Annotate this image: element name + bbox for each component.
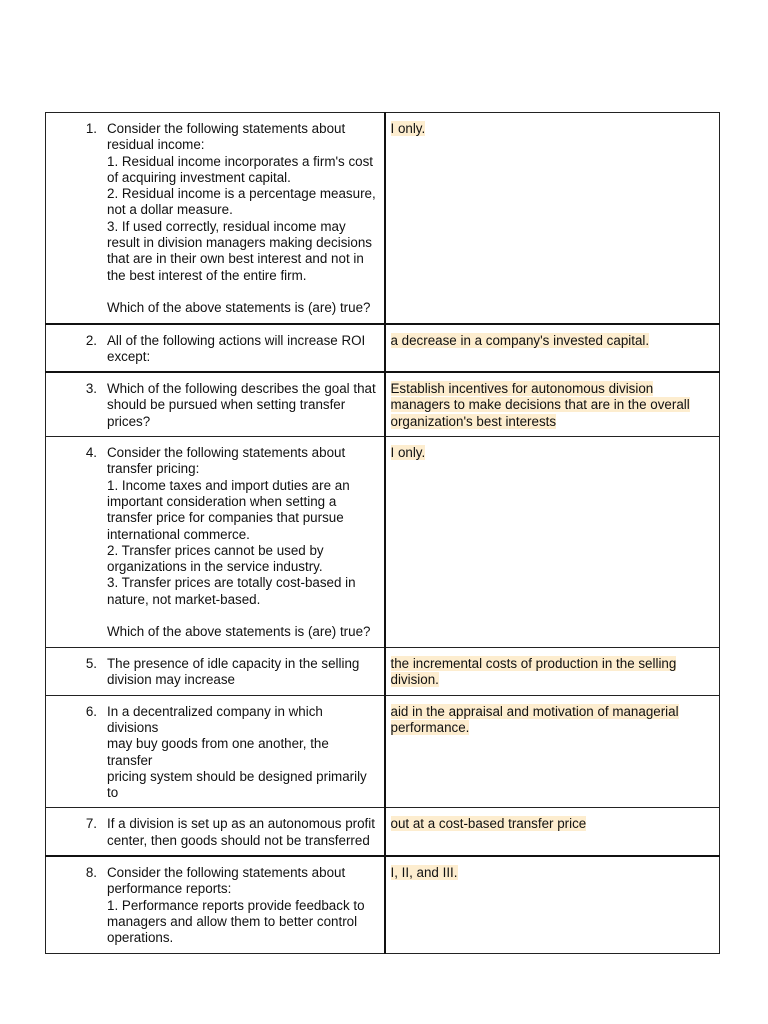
answer-cell <box>385 648 720 696</box>
highlighted-answer: out at a cost-based transfer price <box>390 816 587 832</box>
highlighted-answer: the incremental costs of production in the selling division. <box>390 656 677 688</box>
highlighted-answer: I only. <box>390 445 426 461</box>
question-cell <box>46 808 385 856</box>
question-text: All of the following actions will increase ROI except: <box>107 332 366 364</box>
question-text: Consider the following statements about transfer pricing: 1. Income taxes and import duties are an important consideration when setting a transfer price for companies that pursue international commerce. 2. Transfer prices cannot be used by organizations in the service industry. 3. Transfer prices are totally cost-based in nature, not market-based. Which of the above statements is (are) true? <box>107 445 371 640</box>
question-cell <box>46 324 385 373</box>
question-number: 3. <box>85 381 97 397</box>
question-text: If a division is set up as an autonomous profit center, then goods should not be transferred <box>107 816 375 848</box>
answer-cell <box>385 437 720 648</box>
question-number: 2. <box>85 332 97 348</box>
question-number: 6. <box>85 703 97 719</box>
answer-cell <box>385 695 720 808</box>
question-cell <box>46 856 385 953</box>
highlighted-answer: I only. <box>390 121 426 136</box>
question-number: 7. <box>85 816 97 832</box>
question-number: 1. <box>85 121 97 136</box>
question-text: The presence of idle capacity in the selling division may increase <box>107 656 360 688</box>
question-number: 8. <box>85 865 97 881</box>
answer-cell <box>385 324 720 373</box>
question-cell <box>46 113 385 324</box>
answer-cell <box>385 808 720 856</box>
table-row <box>46 648 720 696</box>
question-number: 4. <box>85 445 97 461</box>
question-cell <box>46 372 385 436</box>
question-cell <box>46 437 385 648</box>
answer-cell <box>385 113 720 324</box>
question-cell <box>46 695 385 808</box>
question-text: In a decentralized company in which divisions may buy goods from one another, the transfer pricing system should be designed primarily to <box>107 703 367 801</box>
table-row <box>46 856 720 953</box>
table-row <box>46 808 720 856</box>
question-number: 5. <box>85 656 97 672</box>
question-text: Which of the following describes the goal that should be pursued when setting transfer prices? <box>107 381 376 429</box>
table-row <box>46 113 720 324</box>
question-cell <box>46 648 385 696</box>
highlighted-answer: I, II, and III. <box>390 865 458 881</box>
table-row <box>46 324 720 373</box>
question-text: Consider the following statements about performance reports: 1. Performance reports provide feedback to managers and allow them to better control operations. <box>107 865 365 946</box>
table-row <box>46 695 720 808</box>
table-row <box>46 372 720 436</box>
question-answer-table <box>45 112 720 954</box>
highlighted-answer: Establish incentives for autonomous division managers to make decisions that are in the overall organization's best interests <box>390 381 690 429</box>
answer-cell <box>385 856 720 953</box>
highlighted-answer: aid in the appraisal and motivation of managerial performance. <box>390 703 679 735</box>
answer-cell <box>385 372 720 436</box>
question-text: Consider the following statements about residual income: 1. Residual income incorporates a firm's cost of acquiring investment capital. 2. Residual income is a percentage measure, not a dollar measure. 3. If used correctly, residual income may result in division managers making decisions that are in their own best interest and not in the best interest of the entire firm. Which of the above statements is (are) true? <box>107 121 376 316</box>
table-row <box>46 437 720 648</box>
highlighted-answer: a decrease in a company's invested capital. <box>390 332 650 348</box>
